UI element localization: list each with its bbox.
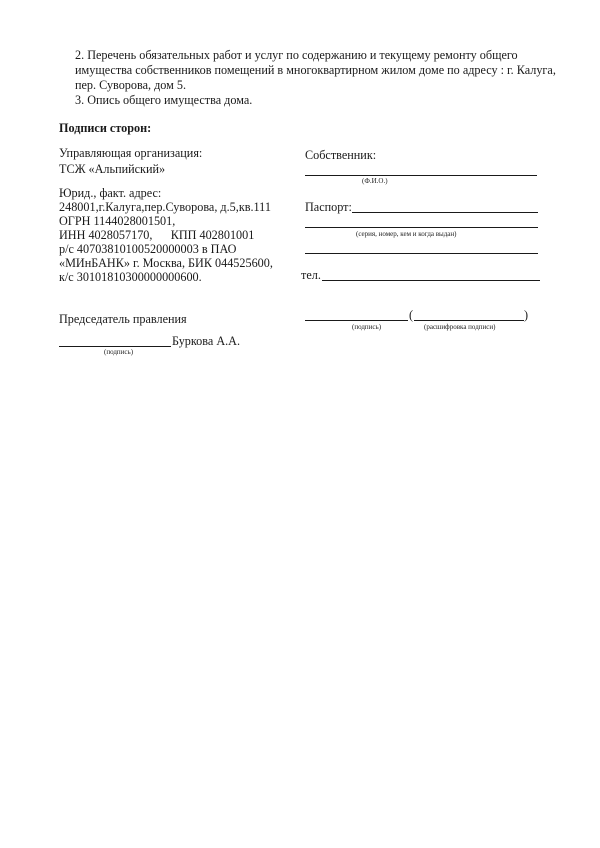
passport-caption: (серия, номер, кем и когда выдан) [356,230,457,238]
owner-decoding-caption: (расшифровка подписи) [424,323,496,331]
chairman-name: Буркова А.А. [172,334,241,348]
decoding-close-paren: ) [524,308,529,322]
phone-label: тел. [301,268,321,282]
owner-fio-line [305,175,537,176]
passport-line-2 [305,227,538,228]
passport-line-3 [305,253,538,254]
address-label: Юрид., факт. адрес: [59,186,162,200]
owner-signature-line [305,320,408,321]
phone-line [322,280,540,281]
owner-fio-caption: (Ф.И.О.) [362,177,388,185]
owner-signature-caption: (подпись) [352,323,382,331]
signatures-title: Подписи сторон: [59,121,152,135]
ogrn: ОГРН 1144028001501, [59,214,176,228]
attachment-item-2-line-3: пер. Суворова, дом 5. [75,78,187,92]
attachment-item-3: 3. Опись общего имущества дома. [75,93,253,107]
correspondent-account: к/с 30101810300000000600. [59,270,202,284]
passport-label: Паспорт: [305,200,352,214]
address: 248001,г.Калуга,пер.Суворова, д.5,кв.111 [59,200,271,214]
bank-account-line-2: «МИнБАНК» г. Москва, БИК 044525600, [59,256,273,270]
owner-decoding-line [414,320,524,321]
attachment-item-2-line-2: имущества собственников помещений в многоквартирном жилом доме по адресу : г. Калуга, [75,63,556,77]
inn-kpp: ИНН 4028057170, КПП 402801001 [59,228,255,242]
attachment-item-2-line-1: 2. Перечень обязательных работ и услуг по содержанию и текущему ремонту общего [75,48,518,62]
chairman-signature-caption: (подпись) [104,348,134,356]
owner-role-label: Собственник: [305,148,377,162]
chairman-signature-line [59,346,171,347]
management-name: ТСЖ «Альпийский» [59,162,166,176]
decoding-open-paren: ( [409,308,414,322]
bank-account-line-1: р/с 40703810100520000003 в ПАО [59,242,237,256]
passport-line-1 [352,212,538,213]
chairman-label: Председатель правления [59,312,187,326]
management-role-label: Управляющая организация: [59,146,203,160]
